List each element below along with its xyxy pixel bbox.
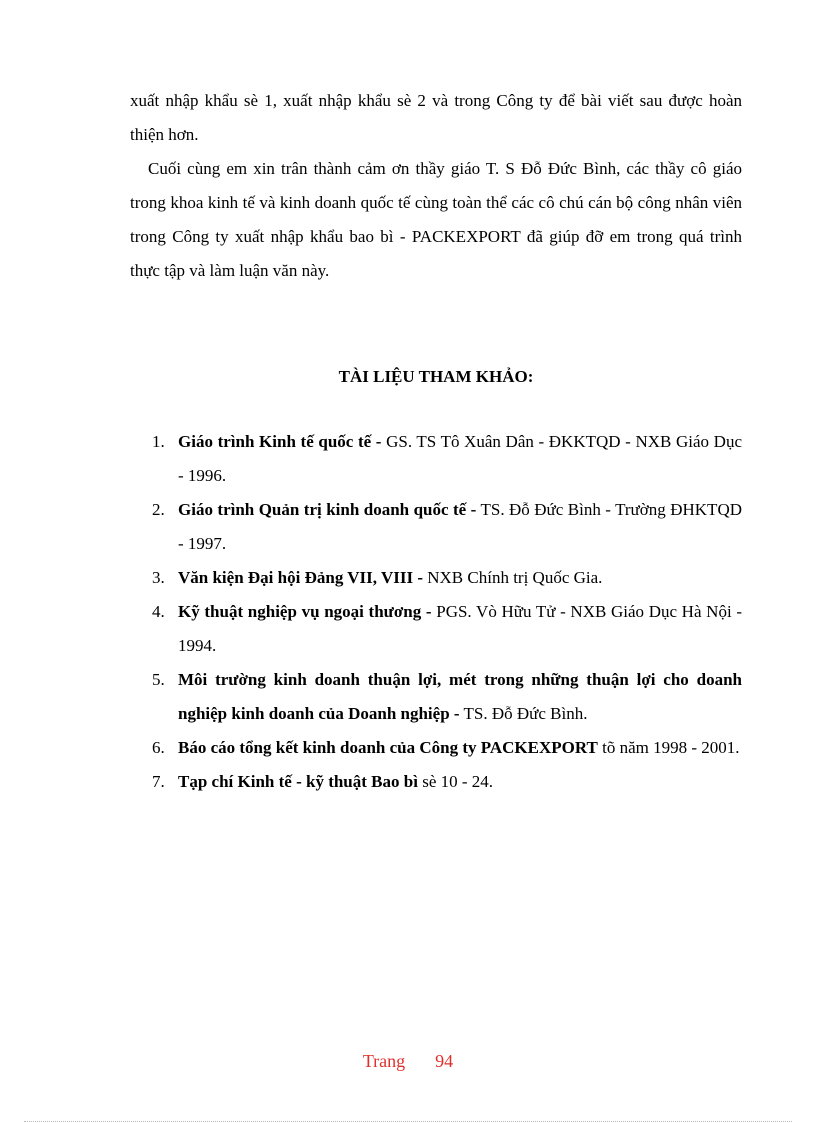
reference-item (130, 561, 742, 595)
reference-details: PGS. Vò Hữu Tử - NXB Giáo Dục Hà Nội - 1994. (178, 602, 743, 655)
reference-details: TS. Đỗ Đức Bình - Trường ĐHKTQD - 1997. (178, 500, 742, 553)
page-bottom-divider (24, 1121, 792, 1122)
reference-item (130, 493, 742, 561)
reference-details: GS. TS Tô Xuân Dân - ĐKKTQD - NXB Giáo Dục - 1996. (178, 432, 743, 485)
references-list (130, 425, 742, 799)
reference-item (130, 425, 742, 493)
reference-details: sè 10 - 24. (417, 772, 494, 791)
reference-number: 7. (152, 772, 165, 791)
reference-title: Kỹ thuật nghiệp vụ ngoại thương - (178, 602, 432, 621)
reference-number: 3. (152, 568, 165, 587)
reference-number: 6. (152, 738, 165, 757)
reference-item (130, 595, 742, 663)
reference-item (130, 731, 742, 765)
page-footer (0, 1048, 816, 1074)
paragraph-acknowledgement: Cuối cùng em xin trân thành cảm ơn thầy giáo T. S Đỗ Đức Bình, các thầy cô giáo trong khoa kinh tế và kinh doanh quốc tế cùng toàn thể các cô chú cán bộ công nhân viên trong Công ty xuất nhập khẩu bao bì - PACKEXPORT đã giúp đỡ em trong quá trình thực tập và làm luận văn này. (130, 159, 742, 280)
reference-title: Giáo trình Quản trị kinh doanh quốc tế - (178, 500, 477, 519)
reference-title: Tạp chí Kinh tế - kỹ thuật Bao bì (178, 772, 418, 791)
paragraph-continuation: xuất nhập khẩu sè 1, xuất nhập khẩu sè 2 và trong Công ty để bài viết sau được hoàn thiện hơn. (130, 91, 742, 144)
reference-number: 5. (152, 670, 165, 689)
body-text (130, 84, 742, 288)
reference-details: TS. Đỗ Đức Bình. (459, 704, 588, 723)
reference-details: NXB Chính trị Quốc Gia. (423, 568, 603, 587)
reference-number: 1. (152, 432, 165, 451)
references-heading: TÀI LIỆU THAM KHẢO: (338, 367, 534, 386)
reference-title: Văn kiện Đại hội Đảng VII, VIII - (178, 568, 423, 587)
reference-number: 2. (152, 500, 165, 519)
reference-item (130, 765, 742, 799)
footer-label: Trang (362, 1051, 406, 1071)
page-number: 94 (435, 1051, 454, 1071)
reference-number: 4. (152, 602, 165, 621)
reference-details: tõ năm 1998 - 2001. (597, 738, 740, 757)
reference-title: Báo cáo tổng kết kinh doanh của Công ty PACKEXPORT (178, 738, 598, 757)
reference-title: Giáo trình Kinh tế quốc tế - (178, 432, 382, 451)
reference-item (130, 663, 742, 731)
reference-title: Môi trường kinh doanh thuận lợi, mét trong những thuận lợi cho doanh nghiệp kinh doanh của Doanh nghiệp - (178, 670, 742, 723)
